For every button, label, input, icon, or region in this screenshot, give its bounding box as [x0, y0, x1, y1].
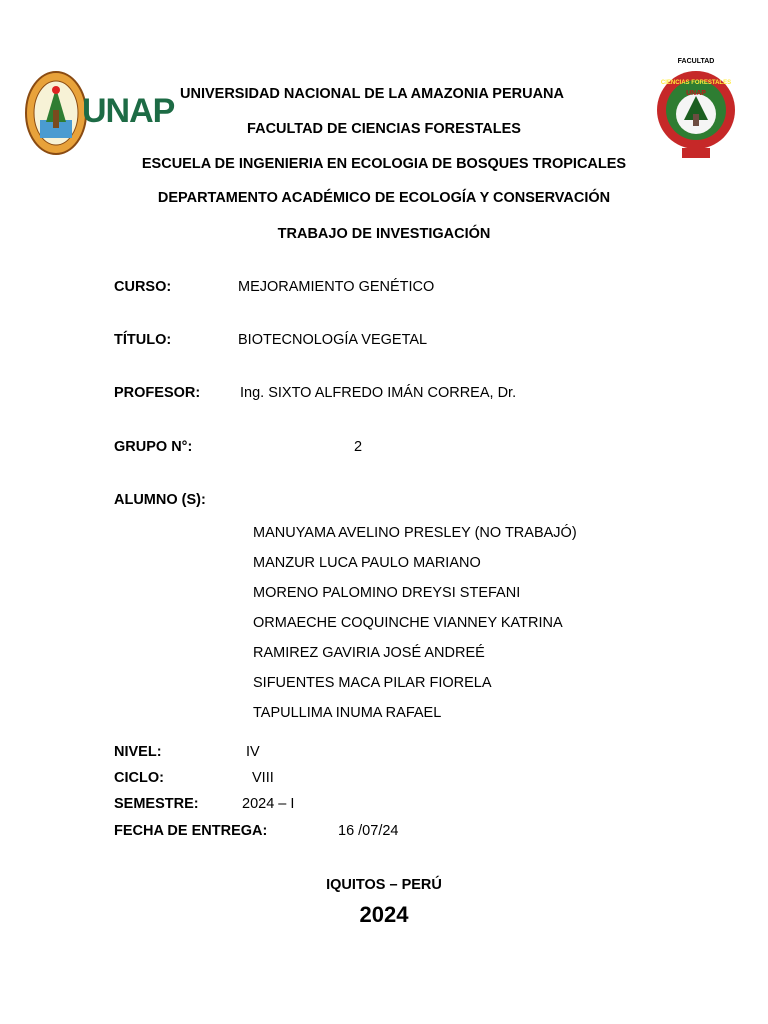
footer-year: 2024 — [359, 902, 409, 927]
grupo-value: 2 — [354, 439, 363, 455]
work-type: TRABAJO DE INVESTIGACIÓN — [277, 226, 491, 242]
alumnos-label: ALUMNO (S): — [114, 492, 206, 508]
faculty-logo-top-text: FACULTAD — [677, 58, 715, 65]
nivel-value: IV — [246, 744, 260, 760]
unap-logo-text: UNAP — [82, 92, 175, 130]
school-name: ESCUELA DE INGENIERIA EN ECOLOGIA DE BOSQUES TROPICALES — [141, 156, 627, 172]
unap-seal-icon — [24, 70, 88, 156]
faculty-logo — [654, 58, 738, 164]
student-name: SIFUENTES MACA PILAR FIORELA — [253, 675, 492, 691]
curso-value: MEJORAMIENTO GENÉTICO — [238, 279, 435, 295]
footer-place: IQUITOS – PERÚ — [326, 877, 442, 893]
unap-logo — [24, 70, 174, 156]
faculty-logo-arc-text: CIENCIAS FORESTALES — [660, 80, 732, 86]
semestre-value: 2024 – I — [242, 796, 295, 812]
fecha-value: 16 /07/24 — [338, 823, 399, 839]
student-name: MANUYAMA AVELINO PRESLEY (NO TRABAJÓ) — [253, 525, 577, 541]
curso-label: CURSO: — [114, 279, 172, 295]
fecha-label: FECHA DE ENTREGA: — [114, 823, 268, 839]
department-name: DEPARTAMENTO ACADÉMICO DE ECOLOGÍA Y CONSERVACIÓN — [157, 190, 611, 206]
ciclo-value: VIII — [252, 770, 274, 786]
profesor-value: Ing. SIXTO ALFREDO IMÁN CORREA, Dr. — [240, 385, 517, 401]
student-name: TAPULLIMA INUMA RAFAEL — [253, 705, 442, 721]
titulo-value: BIOTECNOLOGÍA VEGETAL — [238, 332, 428, 348]
nivel-label: NIVEL: — [114, 744, 162, 760]
semestre-label: SEMESTRE: — [114, 796, 199, 812]
student-name: RAMIREZ GAVIRIA JOSÉ ANDREÉ — [253, 645, 485, 661]
grupo-label: GRUPO N°: — [114, 439, 193, 455]
profesor-label: PROFESOR: — [114, 385, 201, 401]
titulo-label: TÍTULO: — [114, 332, 172, 348]
faculty-logo-center-text: UNAP — [686, 90, 706, 97]
student-name: MORENO PALOMINO DREYSI STEFANI — [253, 585, 521, 601]
faculty-name: FACULTAD DE CIENCIAS FORESTALES — [247, 121, 521, 137]
university-name: UNIVERSIDAD NACIONAL DE LA AMAZONIA PERUANA — [180, 86, 564, 102]
student-name: ORMAECHE COQUINCHE VIANNEY KATRINA — [253, 615, 563, 631]
ciclo-label: CICLO: — [114, 770, 164, 786]
student-name: MANZUR LUCA PAULO MARIANO — [253, 555, 481, 571]
